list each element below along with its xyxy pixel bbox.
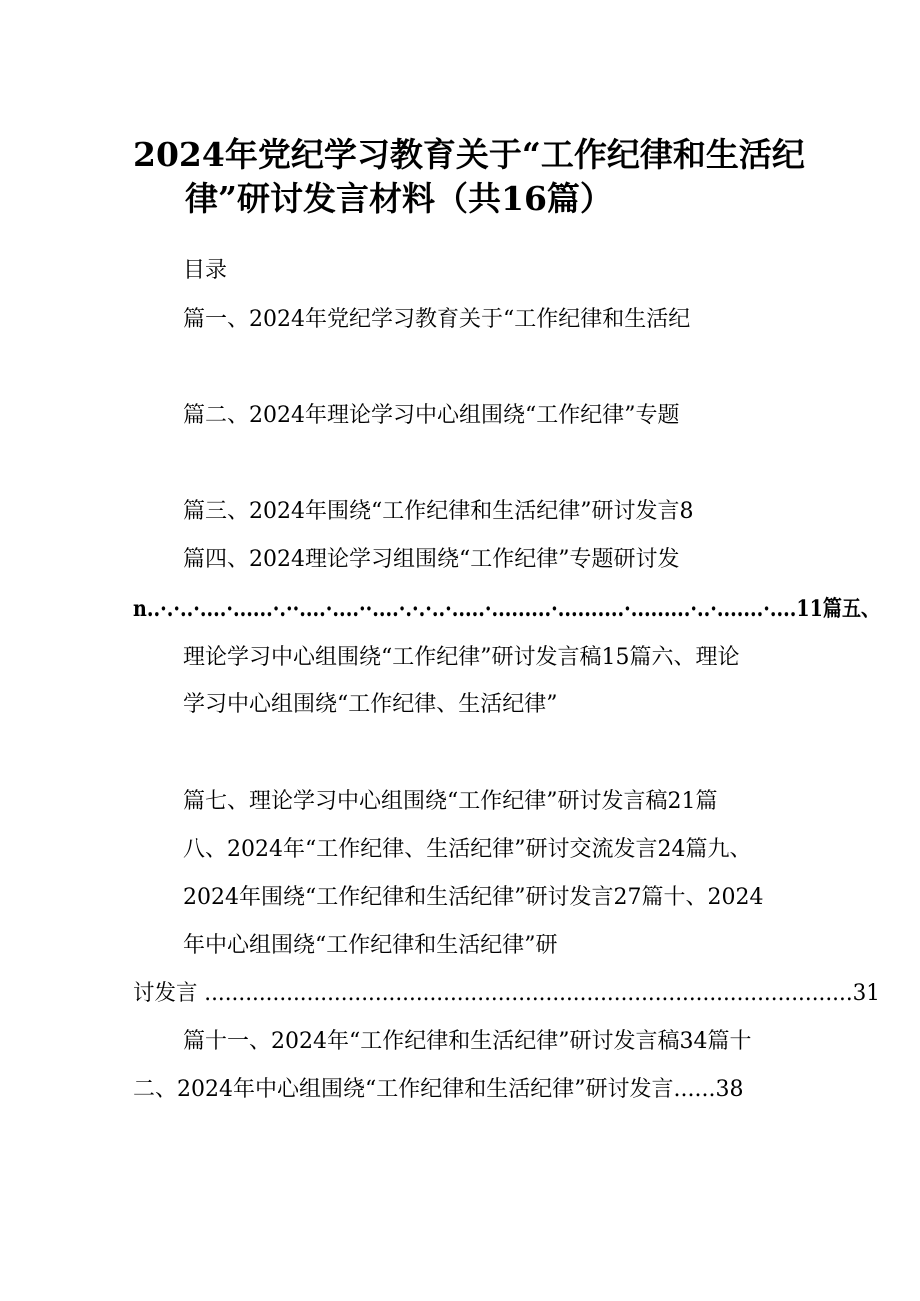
toc-entry[interactable]: 篇二、2024年理论学习中心组围绕“工作纪律”专题 xyxy=(183,403,680,428)
toc-leader-line[interactable]: 讨发言 ...............................................................................................31 xyxy=(133,981,880,1006)
document-title-line-1: 2024年党纪学习教育关于“工作纪律和生活纪 xyxy=(133,135,805,174)
document-title-line-2: 律”研讨发言材料（共16篇） xyxy=(185,179,613,218)
toc-entry[interactable]: 年中心组围绕“工作纪律和生活纪律”研 xyxy=(183,933,558,958)
toc-leader-line[interactable]: n..·.·..·....·......·.··....·....··....·.·.·..·.....·.........·..........·.........·..·.......·....11篇五、 xyxy=(133,596,881,622)
toc-entry[interactable]: 理论学习中心组围绕“工作纪律”研讨发言稿15篇六、理论 xyxy=(183,645,740,670)
toc-entry[interactable]: 八、2024年“工作纪律、生活纪律”研讨交流发言24篇九、 xyxy=(183,837,752,862)
toc-entry[interactable]: 篇十一、2024年“工作纪律和生活纪律”研讨发言稿34篇十 xyxy=(183,1029,752,1054)
toc-entry[interactable]: 篇七、理论学习中心组围绕“工作纪律”研讨发言稿21篇 xyxy=(183,789,718,814)
toc-entry[interactable]: 学习中心组围绕“工作纪律、生活纪律” xyxy=(183,692,558,717)
toc-heading: 目录 xyxy=(183,258,228,283)
toc-entry[interactable]: 2024年围绕“工作纪律和生活纪律”研讨发言27篇十、2024 xyxy=(183,885,764,910)
toc-entry[interactable]: 二、2024年中心组围绕“工作纪律和生活纪律”研讨发言......38 xyxy=(133,1077,744,1102)
toc-entry[interactable]: 篇一、2024年党纪学习教育关于“工作纪律和生活纪 xyxy=(183,307,691,332)
toc-entry[interactable]: 篇三、2024年围绕“工作纪律和生活纪律”研讨发言8 xyxy=(183,499,694,524)
toc-entry[interactable]: 篇四、2024理论学习组围绕“工作纪律”专题研讨发 xyxy=(183,547,680,572)
